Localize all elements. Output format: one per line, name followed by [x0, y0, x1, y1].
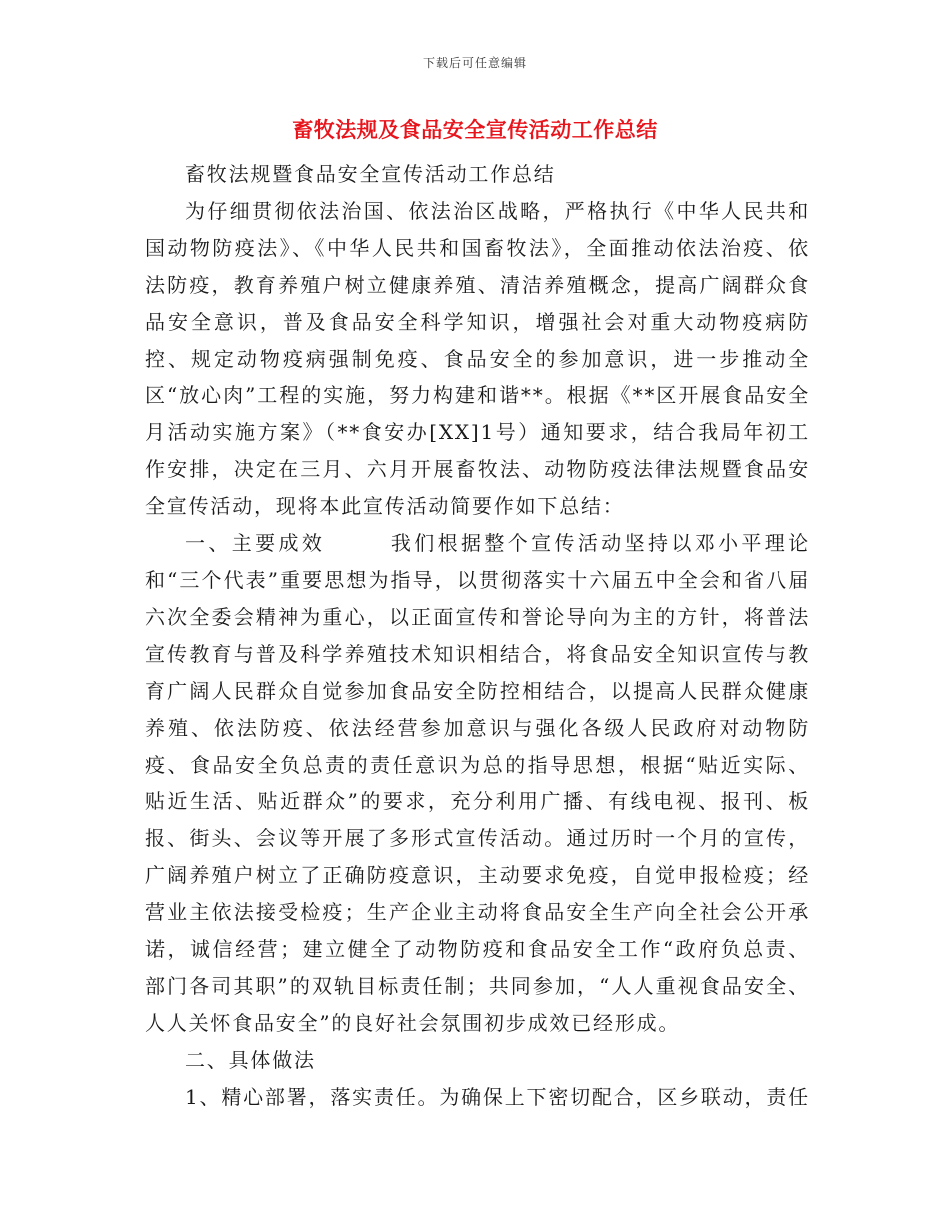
page-header-note: 下载后可任意编辑: [422, 56, 527, 70]
intro-paragraph: 为仔细贯彻依法治国、依法治区战略，严格执行《中华人民共和国动物防疫法》、《中华人民共和国畜牧法》，全面推动依法治疫、依法防疫，教育养殖户树立健康养殖、清洁养殖概念，提高广阔群众食品安全意识，普及食品安全科学知识，增强社会对重大动物疫病防控、规定动物疫病强制免疫、食品安全的参加意识，进一步推动全区“放心肉”工程的实施，努力构建和谐**。根据《**区开展食品安全月活动实施方案》（**食安办[XX]1号）通知要求，结合我局年初工作安排，决定在三月、六月开展畜牧法、动物防疫法律法规暨食品安全宣传活动，现将本此宣传活动简要作如下总结：: [145, 198, 810, 519]
document-title: 畜牧法规及食品安全宣传活动工作总结: [292, 118, 658, 142]
document-subtitle: 畜牧法规暨食品安全宣传活动工作总结: [185, 162, 556, 186]
document-body: [145, 156, 810, 1116]
section-2-heading: 二、具体做法: [185, 1047, 316, 1072]
section-1-body: 我们根据整个宣传活动坚持以邓小平理论和“三个代表”重要思想为指导，以贯彻落实十六届五中全会和省八届六次全委会精神为重心，以正面宣传和誉论导向为主的方针，将普法宣传教育与普及科学养殖技术知识相结合，将食品安全知识宣传与教育广阔人民群众自觉参加食品安全防控相结合，以提高人民群众健康养殖、依法防疫、依法经营参加意识与强化各级人民政府对动物防疫、食品安全负总责的责任意识为总的指导思想，根据“贴近实际、贴近生活、贴近群众”的要求，充分利用广播、有线电视、报刊、板报、街头、会议等开展了多形式宣传活动。通过历时一个月的宣传，广阔养殖户树立了正确防疫意识，主动要求免疫，自觉申报检疫；经营业主依法接受检疫；生产企业主动将食品安全生产向全社会公开承诺，诚信经营；建立健全了动物防疫和食品安全工作“政府负总责、部门各司其职”的双轨目标责任制；共同参加，“人人重视食品安全、人人关怀食品安全”的良好社会氛围初步成效已经形成。: [145, 531, 810, 1035]
section-1-heading: 一、主要成效: [185, 531, 326, 556]
section-1-paragraph: [145, 525, 810, 1042]
section-2-item-1: 1、精心部署，落实责任。为确保上下密切配合，区乡联动，责任: [185, 1084, 810, 1109]
